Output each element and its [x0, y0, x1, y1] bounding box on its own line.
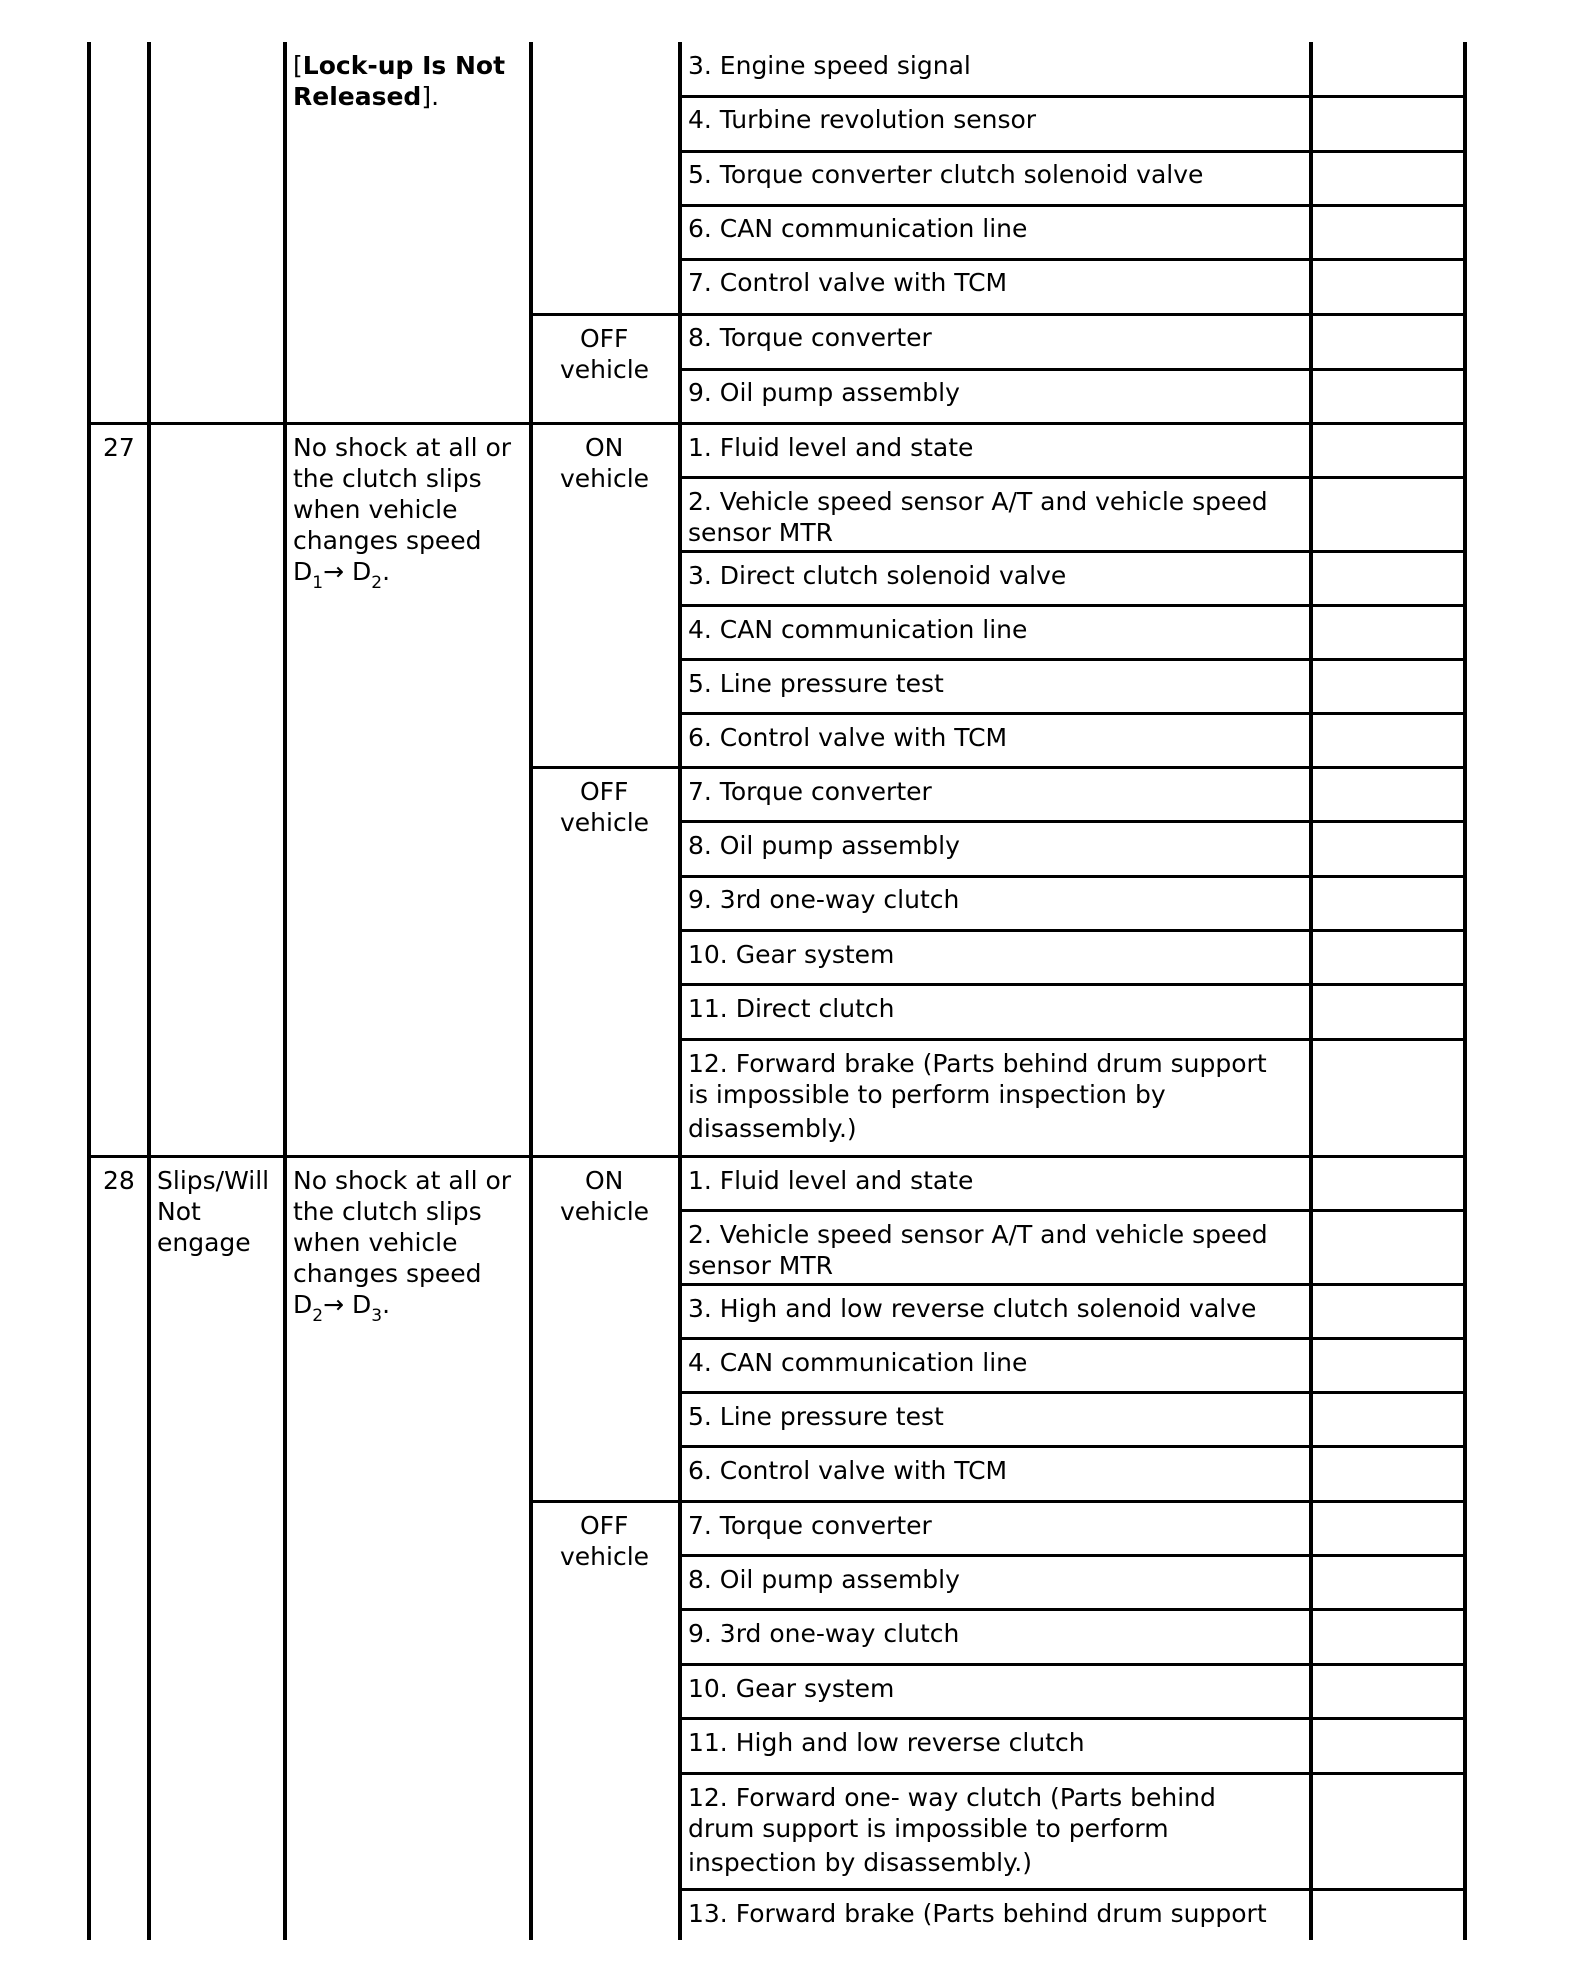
list-item: 6. Control valve with TCM — [688, 1456, 1008, 1485]
list-item: 1. Fluid level and state — [688, 1166, 974, 1195]
list-item: 6. CAN communication line — [688, 214, 1028, 243]
condition-off-label: OFF — [580, 1511, 629, 1540]
row-divider — [678, 1391, 1467, 1394]
list-item: 11. High and low reverse clutch — [688, 1728, 1085, 1757]
row-divider — [678, 476, 1467, 479]
row-divider — [678, 368, 1467, 371]
list-item: 3. Engine speed signal — [688, 51, 971, 80]
symptom-line: when vehicle — [293, 495, 458, 524]
row-divider — [678, 1445, 1467, 1448]
row-divider — [678, 204, 1467, 207]
symptom-line: No shock at all or — [293, 433, 512, 462]
list-item: 8. Torque converter — [688, 323, 932, 352]
symptom-lockup-line2: Released]. — [293, 82, 440, 111]
condition-on-label: ON — [585, 433, 624, 462]
list-item: 13. Forward brake (Parts behind drum support — [688, 1899, 1267, 1928]
row-number: 28 — [103, 1166, 135, 1195]
row-divider — [678, 712, 1467, 715]
row-divider — [678, 1209, 1467, 1212]
row-divider — [678, 658, 1467, 661]
list-item: 4. CAN communication line — [688, 615, 1028, 644]
category-line: Slips/Will — [157, 1166, 270, 1195]
list-item: 5. Line pressure test — [688, 1402, 944, 1431]
condition-off-label: vehicle — [560, 355, 650, 384]
list-item: 7. Torque converter — [688, 1511, 932, 1540]
row-number: 27 — [103, 433, 135, 462]
list-item: 5. Line pressure test — [688, 669, 944, 698]
condition-on-label: ON — [585, 1166, 624, 1195]
list-item: 4. CAN communication line — [688, 1348, 1028, 1377]
list-item: 10. Gear system — [688, 940, 895, 969]
category-line: Not — [157, 1197, 201, 1226]
row-divider — [529, 1500, 1467, 1503]
symptom-line: changes speed — [293, 1259, 482, 1288]
symptom-line: No shock at all or — [293, 1166, 512, 1195]
row-divider — [529, 766, 1467, 769]
list-item: 2. Vehicle speed sensor A/T and vehicle speed — [688, 1220, 1268, 1249]
row-divider — [678, 604, 1467, 607]
col-border-right — [1463, 42, 1467, 1940]
list-item: 3. High and low reverse clutch solenoid valve — [688, 1294, 1257, 1323]
list-item: 9. 3rd one-way clutch — [688, 1619, 960, 1648]
col-border-category — [283, 42, 287, 1940]
condition-off-label: vehicle — [560, 808, 650, 837]
condition-off-label: OFF — [580, 777, 629, 806]
list-item: 9. 3rd one-way clutch — [688, 885, 960, 914]
list-item: 12. Forward one- way clutch (Parts behind — [688, 1783, 1216, 1812]
row-divider — [678, 1772, 1467, 1775]
list-item: 8. Oil pump assembly — [688, 831, 960, 860]
row-divider — [678, 1717, 1467, 1720]
list-item: is impossible to perform inspection by — [688, 1080, 1166, 1109]
category-line: engage — [157, 1228, 251, 1257]
col-border-item — [1309, 42, 1313, 1940]
condition-on-label: vehicle — [560, 1197, 650, 1226]
row-divider — [678, 1038, 1467, 1041]
row-divider — [678, 1663, 1467, 1666]
col-border-no — [147, 42, 151, 1940]
shift-notation: $D_2\to D_3$. — [293, 1290, 391, 1326]
row-divider-27 — [87, 422, 1467, 425]
row-divider — [678, 1888, 1467, 1891]
row-divider — [678, 1283, 1467, 1286]
list-item: 1. Fluid level and state — [688, 433, 974, 462]
condition-on-label: vehicle — [560, 464, 650, 493]
row-divider — [678, 875, 1467, 878]
row-divider — [678, 983, 1467, 986]
list-item: 11. Direct clutch — [688, 994, 895, 1023]
list-item: 7. Control valve with TCM — [688, 268, 1008, 297]
row-divider — [678, 550, 1467, 553]
row-divider — [678, 258, 1467, 261]
list-item: 12. Forward brake (Parts behind drum support — [688, 1049, 1267, 1078]
row-divider — [529, 313, 1467, 316]
row-divider — [678, 820, 1467, 823]
row-divider — [678, 1608, 1467, 1611]
shift-notation: $D_1\to D_2$. — [293, 557, 391, 593]
symptom-line: the clutch slips — [293, 1197, 482, 1226]
list-item: sensor MTR — [688, 518, 834, 547]
col-border-condition — [678, 42, 682, 1940]
list-item: 6. Control valve with TCM — [688, 723, 1008, 752]
row-divider-28 — [87, 1155, 1467, 1158]
symptom-line: changes speed — [293, 526, 482, 555]
condition-off-label: vehicle — [560, 1542, 650, 1571]
list-item: 2. Vehicle speed sensor A/T and vehicle speed — [688, 487, 1268, 516]
list-item: 7. Torque converter — [688, 777, 932, 806]
list-item: disassembly.) — [688, 1114, 857, 1143]
list-item: drum support is impossible to perform — [688, 1814, 1169, 1843]
list-item: 3. Direct clutch solenoid valve — [688, 561, 1067, 590]
list-item: 9. Oil pump assembly — [688, 378, 960, 407]
row-divider — [678, 1337, 1467, 1340]
list-item: inspection by disassembly.) — [688, 1848, 1032, 1877]
condition-off-label: OFF — [580, 324, 629, 353]
row-divider — [678, 929, 1467, 932]
list-item: 4. Turbine revolution sensor — [688, 105, 1037, 134]
symptom-line: the clutch slips — [293, 464, 482, 493]
list-item: sensor MTR — [688, 1251, 834, 1280]
row-divider — [678, 95, 1467, 98]
row-divider — [678, 1554, 1467, 1557]
list-item: 10. Gear system — [688, 1674, 895, 1703]
col-border-left — [87, 42, 91, 1940]
symptom-line: when vehicle — [293, 1228, 458, 1257]
row-divider — [678, 150, 1467, 153]
col-border-symptom — [529, 42, 533, 1940]
list-item: 5. Torque converter clutch solenoid valve — [688, 160, 1204, 189]
symptom-lockup: [Lock-up Is Not — [293, 51, 506, 80]
list-item: 8. Oil pump assembly — [688, 1565, 960, 1594]
